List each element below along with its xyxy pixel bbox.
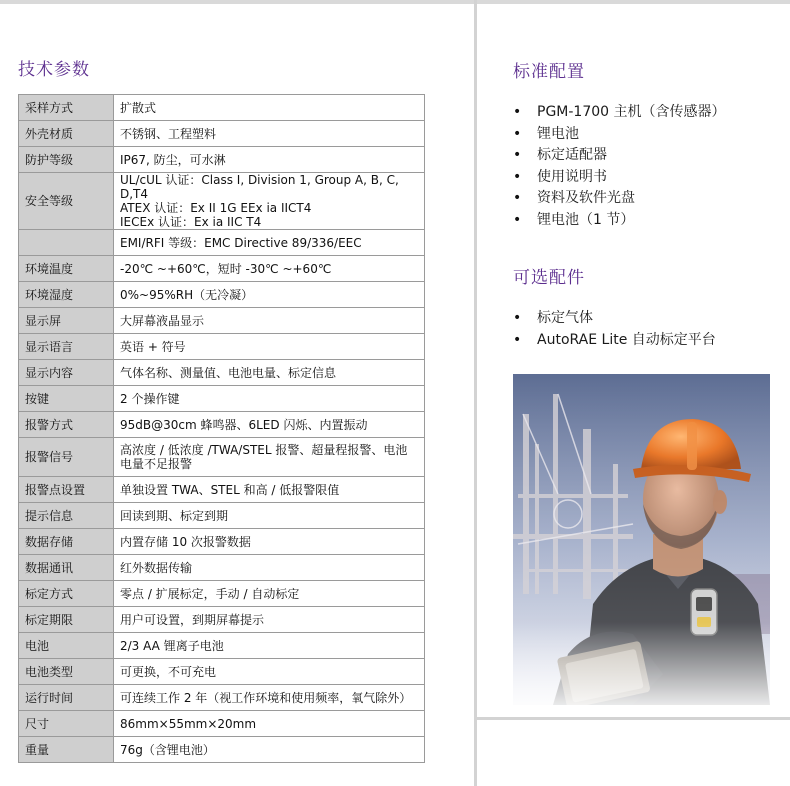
bottom-right-rule	[477, 717, 790, 720]
spec-value: -20℃ ~+60℃，短时 -30℃ ~+60℃	[114, 256, 425, 282]
spec-label: 标定方式	[19, 581, 114, 607]
spec-label: 报警方式	[19, 412, 114, 438]
spec-label: 尺寸	[19, 711, 114, 737]
spec-label: 报警信号	[19, 438, 114, 477]
spec-row	[19, 737, 425, 763]
top-rule	[0, 0, 790, 4]
spec-value-multiline	[114, 173, 425, 230]
spec-value-multiline	[114, 438, 425, 477]
standard-config-list	[509, 102, 726, 231]
spec-value-line: UL/cUL 认证：Class I, Division 1, Group A, B, C, D,T4	[120, 173, 399, 201]
spec-value: IP67, 防尘，可水淋	[114, 147, 425, 173]
spec-value: 内置存储 10 次报警数据	[114, 529, 425, 555]
spec-row	[19, 334, 425, 360]
spec-label: 显示内容	[19, 360, 114, 386]
optional-accessories-list	[509, 308, 716, 351]
spec-value: 95dB@30cm 蜂鸣器、6LED 闪烁、内置振动	[114, 412, 425, 438]
spec-value: 扩散式	[114, 95, 425, 121]
spec-row	[19, 282, 425, 308]
column-divider	[474, 0, 477, 786]
spec-value: 单独设置 TWA、STEL 和高 / 低报警限值	[114, 477, 425, 503]
spec-row	[19, 607, 425, 633]
spec-label: 环境温度	[19, 256, 114, 282]
standard-config-item: • 使用说明书	[509, 167, 726, 189]
spec-value-line: IECEx 认证：Ex ia IIC T4	[120, 215, 262, 229]
spec-row	[19, 438, 425, 477]
optional-accessories-title: 可选配件	[513, 268, 585, 288]
spec-row	[19, 659, 425, 685]
spec-label: 数据通讯	[19, 555, 114, 581]
spec-row	[19, 147, 425, 173]
spec-row	[19, 555, 425, 581]
spec-label: 电池	[19, 633, 114, 659]
spec-value: 回读到期、标定到期	[114, 503, 425, 529]
standard-config-item: • 标定适配器	[509, 145, 726, 167]
spec-label: 运行时间	[19, 685, 114, 711]
spec-row	[19, 633, 425, 659]
spec-value-line: ATEX 认证：Ex II 1G EEx ia IICT4	[120, 201, 312, 215]
spec-label: 安全等级	[19, 173, 114, 230]
spec-row	[19, 230, 425, 256]
spec-label: 数据存储	[19, 529, 114, 555]
spec-row	[19, 685, 425, 711]
standard-config-item: • 锂电池	[509, 124, 726, 146]
spec-label	[19, 230, 114, 256]
spec-row	[19, 360, 425, 386]
spec-value-line: 高浓度 / 低浓度 /TWA/STEL 报警、超量程报警、电池	[120, 443, 408, 457]
spec-value: 大屏幕液晶显示	[114, 308, 425, 334]
spec-label: 显示语言	[19, 334, 114, 360]
standard-config-item: • 资料及软件光盘	[509, 188, 726, 210]
spec-value: 红外数据传输	[114, 555, 425, 581]
spec-row	[19, 308, 425, 334]
spec-label: 环境湿度	[19, 282, 114, 308]
spec-value: 可连续工作 2 年（视工作环境和使用频率，氧气除外）	[114, 685, 425, 711]
spec-row	[19, 121, 425, 147]
spec-value: EMI/RFI 等级：EMC Directive 89/336/EEC	[114, 230, 425, 256]
worker-photo	[513, 374, 770, 705]
spec-value: 英语 + 符号	[114, 334, 425, 360]
standard-config-title: 标准配置	[513, 62, 585, 82]
spec-label: 重量	[19, 737, 114, 763]
spec-row	[19, 256, 425, 282]
spec-value: 86mm×55mm×20mm	[114, 711, 425, 737]
spec-row	[19, 173, 425, 230]
worker-with-gas-detector-image	[513, 374, 770, 705]
spec-value: 用户可设置，到期屏幕提示	[114, 607, 425, 633]
spec-label: 标定期限	[19, 607, 114, 633]
spec-row	[19, 95, 425, 121]
spec-label: 采样方式	[19, 95, 114, 121]
spec-row	[19, 477, 425, 503]
spec-row	[19, 529, 425, 555]
spec-value: 不锈钢、工程塑料	[114, 121, 425, 147]
spec-label: 显示屏	[19, 308, 114, 334]
spec-label: 按键	[19, 386, 114, 412]
spec-row	[19, 581, 425, 607]
spec-section-title: 技术参数	[18, 60, 90, 80]
optional-accessory-item: • AutoRAE Lite 自动标定平台	[509, 330, 716, 352]
spec-value: 零点 / 扩展标定，手动 / 自动标定	[114, 581, 425, 607]
spec-label: 报警点设置	[19, 477, 114, 503]
spec-table	[18, 94, 425, 763]
standard-config-item: • 锂电池（1 节）	[509, 210, 726, 232]
spec-row	[19, 386, 425, 412]
spec-value-line: 电量不足报警	[120, 457, 193, 471]
spec-value: 气体名称、测量值、电池电量、标定信息	[114, 360, 425, 386]
spec-label: 防护等级	[19, 147, 114, 173]
spec-value: 0%~95%RH（无冷凝）	[114, 282, 425, 308]
spec-value: 可更换，不可充电	[114, 659, 425, 685]
spec-value: 76g（含锂电池）	[114, 737, 425, 763]
spec-row	[19, 412, 425, 438]
spec-value: 2/3 AA 锂离子电池	[114, 633, 425, 659]
spec-row	[19, 711, 425, 737]
spec-label: 电池类型	[19, 659, 114, 685]
standard-config-item: • PGM-1700 主机（含传感器）	[509, 102, 726, 124]
spec-label: 外壳材质	[19, 121, 114, 147]
spec-label: 提示信息	[19, 503, 114, 529]
spec-value: 2 个操作键	[114, 386, 425, 412]
spec-row	[19, 503, 425, 529]
optional-accessory-item: • 标定气体	[509, 308, 716, 330]
